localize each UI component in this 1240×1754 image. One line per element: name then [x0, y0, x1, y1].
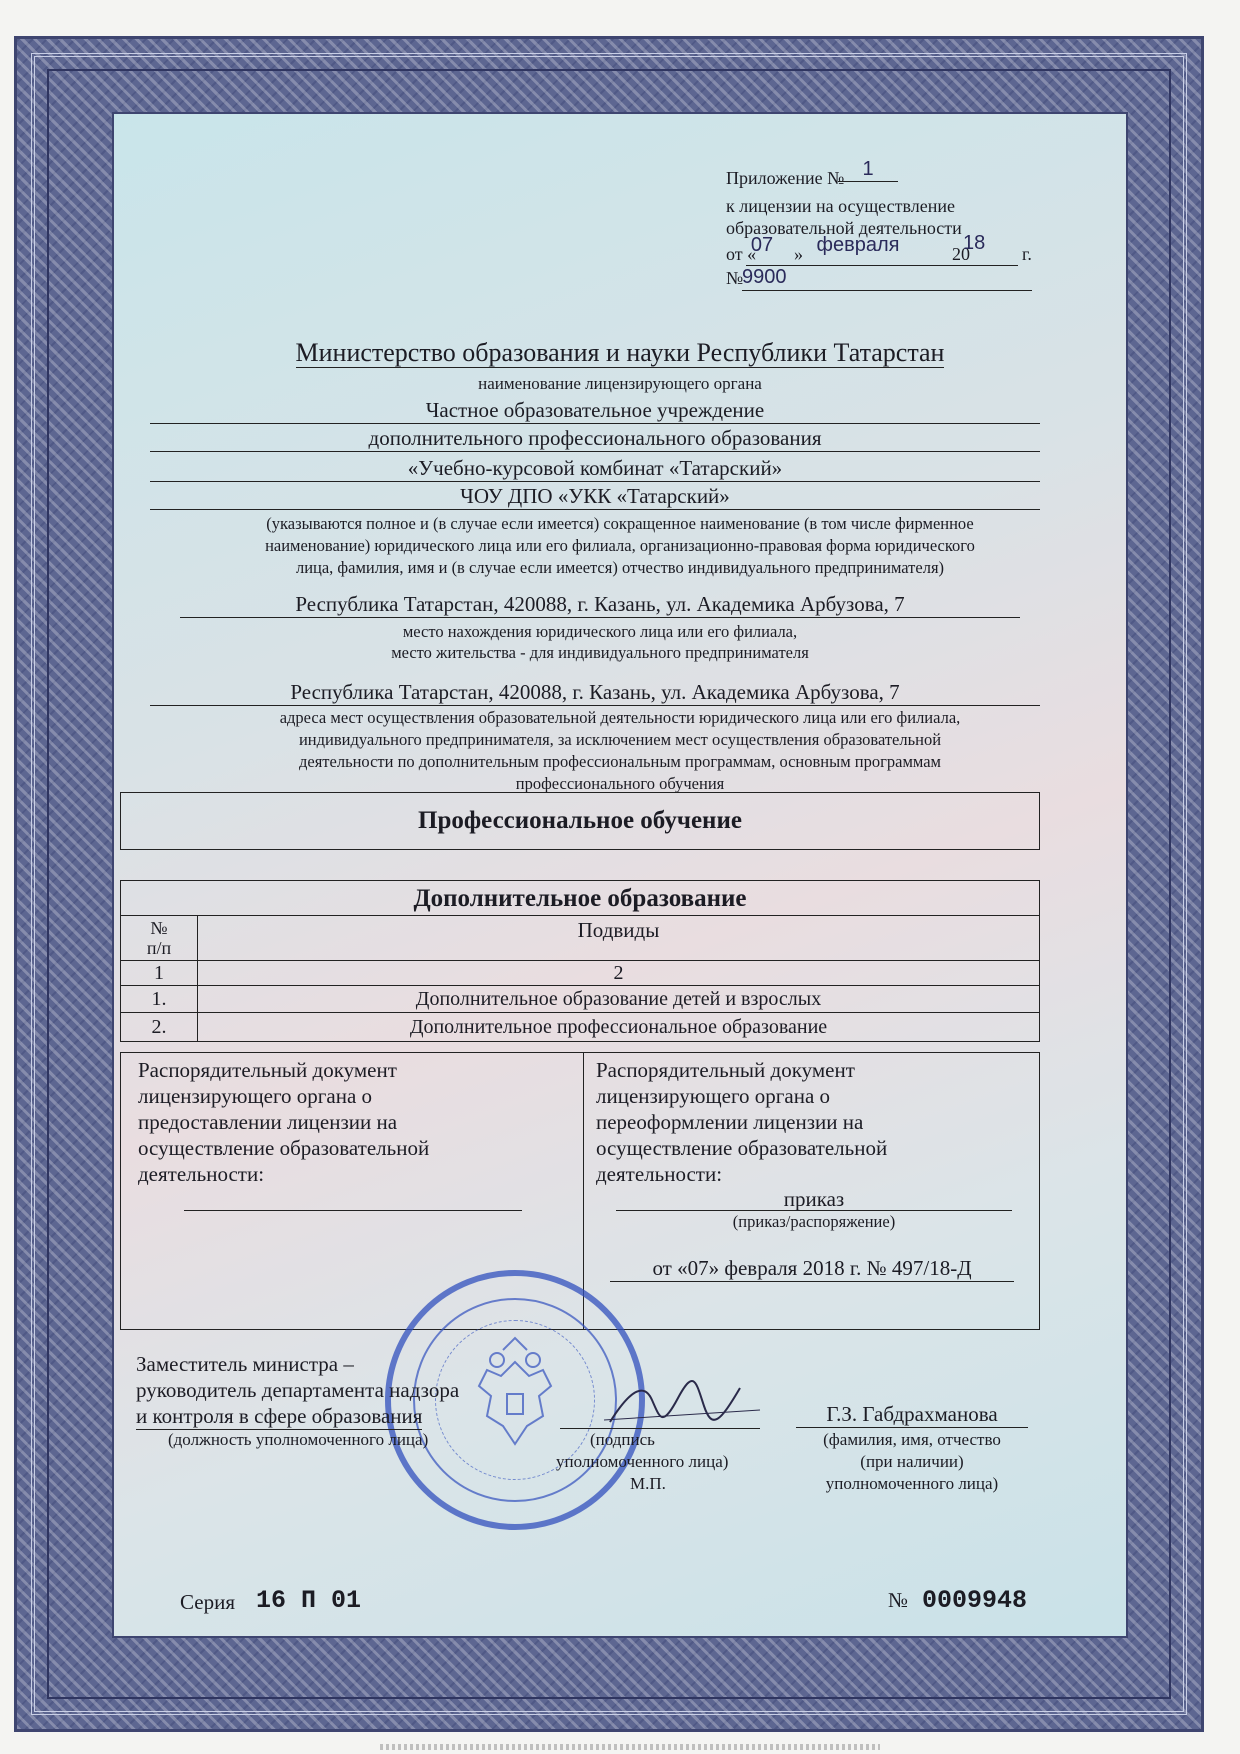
legal-address: Республика Татарстан, 420088, г. Казань, ул. Академика Арбузова, 7 — [180, 592, 1020, 618]
appendix-month: февраля — [816, 234, 900, 256]
appendix-year-suffix: г. — [1022, 244, 1032, 264]
appendix-date-prefix: от « — [726, 244, 757, 264]
additional-education-title: Дополнительное образование — [413, 885, 747, 912]
appendix-quote-close: » — [794, 244, 803, 264]
right-doc-line3: переоформлении лицензии на — [596, 1110, 864, 1134]
form-number-label: № — [888, 1588, 909, 1612]
additional-education-title-cell — [120, 880, 1040, 916]
appendix-line3: образовательной деятельности — [726, 218, 962, 238]
left-doc-line5: деятельности: — [138, 1162, 265, 1186]
prof-training-title: Профессиональное обучение — [418, 807, 742, 834]
signature-caption1: (подпись — [590, 1430, 655, 1449]
left-doc-line1: Распорядительный документ — [138, 1058, 397, 1082]
signature-line — [560, 1428, 760, 1429]
organization-short-name: ЧОУ ДПО «УКК «Татарский» — [150, 484, 1040, 510]
signer-position-line1: Заместитель министра – — [136, 1352, 354, 1376]
appendix-no-label: № — [726, 268, 744, 288]
index-cell-2: 2 — [197, 960, 1040, 986]
prof-training-box — [120, 792, 1040, 850]
appendix-line2: к лицензии на осуществление — [726, 196, 955, 216]
signer-position-caption: (должность уполномоченного лица) — [168, 1430, 429, 1449]
license-number-underline — [742, 290, 1032, 291]
header-cell-no — [120, 915, 198, 961]
row2-no: 2. — [120, 1012, 198, 1042]
right-doc-line1: Распорядительный документ — [596, 1058, 855, 1082]
left-doc-line2: лицензирующего органа о — [138, 1084, 373, 1108]
appendix-label: Приложение № — [726, 168, 845, 188]
activity-caption4: профессионального обучения — [515, 774, 725, 793]
row1-no: 1. — [120, 985, 198, 1013]
organization-line1: Частное образовательное учреждение — [150, 398, 1040, 424]
signature-caption2: уполномоченного лица) — [556, 1452, 729, 1471]
header-cell-subtypes — [197, 915, 1040, 961]
signer-name-caption1: (фамилия, имя, отчество — [823, 1430, 1001, 1449]
right-doc-type-caption: (приказ/распоряжение) — [732, 1212, 896, 1231]
series-label: Серия — [180, 1590, 235, 1614]
header-no-line2: п/п — [146, 938, 172, 958]
printer-footnote-line — [380, 1744, 880, 1750]
header-subtypes: Подвиды — [577, 918, 660, 942]
series-value: 16 П 01 — [256, 1586, 362, 1615]
organization-caption1: (указываются полное и (в случае если имеется) сокращенное наименование (в том числе фирменное — [266, 514, 974, 533]
index-cell-1: 1 — [120, 960, 198, 986]
authority-caption: наименование лицензирующего органа — [478, 374, 762, 393]
organization-caption2: наименование) юридического лица или его филиала, организационно-правовая форма юридического — [265, 536, 975, 555]
activity-caption2: индивидуального предпринимателя, за исключением мест осуществления образовательной — [298, 730, 942, 749]
appendix-year-prefix: 20 — [952, 244, 970, 264]
appendix-day: 07 — [750, 234, 774, 256]
left-doc-line3: предоставлении лицензии на — [138, 1110, 398, 1134]
right-doc-line2: лицензирующего органа о — [596, 1084, 831, 1108]
right-doc-line5: деятельности: — [596, 1162, 723, 1186]
right-doc-date-number: от «07» февраля 2018 г. № 497/18-Д — [610, 1256, 1014, 1282]
signer-name-caption3: уполномоченного лица) — [825, 1474, 999, 1493]
appendix-number: 1 — [838, 158, 898, 182]
organization-line2: дополнительного профессионального образования — [150, 426, 1040, 452]
legal-address-caption2: место жительства - для индивидуального предпринимателя — [391, 643, 809, 662]
activity-caption1: адреса мест осуществления образовательной деятельности юридического лица или его филиала, — [279, 708, 961, 727]
header-no-line1: № — [150, 918, 168, 938]
row2-subtype: Дополнительное профессиональное образование — [197, 1012, 1040, 1042]
legal-address-caption1: место нахождения юридического лица или его филиала, — [402, 622, 798, 641]
right-doc-type: приказ — [616, 1188, 1012, 1211]
organization-line3: «Учебно-курсовой комбинат «Татарский» — [150, 456, 1040, 482]
activity-caption3: деятельности по дополнительным профессиональным программам, основным программам — [299, 752, 941, 771]
form-number: 0009948 — [922, 1586, 1028, 1615]
left-doc-blank-line — [184, 1210, 522, 1211]
signer-position-line3: и контроля в сфере образования — [136, 1404, 423, 1428]
licensing-authority: Министерство образования и науки Республики Татарстан — [295, 338, 945, 367]
signer-position-line2: руководитель департамента надзора — [136, 1378, 460, 1402]
left-doc-line4: осуществление образовательной — [138, 1136, 430, 1160]
seal-place-mark: М.П. — [630, 1474, 666, 1493]
appendix-year: 18 — [963, 232, 986, 254]
signer-name: Г.З. Габдрахманова — [796, 1402, 1028, 1428]
activity-address: Республика Татарстан, 420088, г. Казань, ул. Академика Арбузова, 7 — [150, 680, 1040, 706]
appendix-date-underline — [746, 265, 1018, 266]
row1-subtype: Дополнительное образование детей и взрослых — [197, 985, 1040, 1013]
signer-name-caption2: (при наличии) — [860, 1452, 964, 1471]
right-doc-line4: осуществление образовательной — [596, 1136, 888, 1160]
license-number: 9900 — [742, 266, 787, 288]
organization-caption3: лица, фамилия, имя и (в случае если имеется) отчество индивидуального предпринимателя) — [295, 558, 945, 577]
